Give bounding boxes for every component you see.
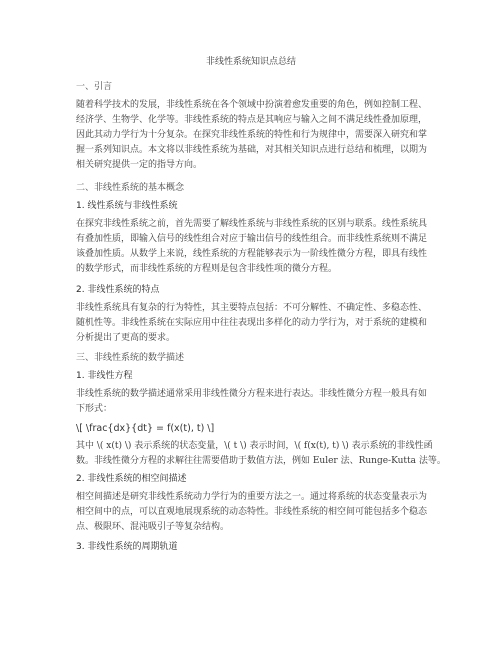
formula-explanation-paragraph	[76, 439, 446, 469]
subheading-phase-space: 2. 非线性系统的相空间描述	[76, 474, 187, 484]
paragraph-line: 相空间中的点，可以直观地展现系统的动态特性。非线性系统的相空间可能包括多个稳态	[76, 507, 428, 517]
paragraph-line: 下形式：	[76, 404, 113, 414]
paragraph-line: 握一系列知识点。本文将以非线性系统为基础，对其相关知识点进行总结和梳理，以期为	[76, 145, 428, 155]
paragraph-line: 有叠加性质，即输入信号的线性组合对应于输出信号的线性组合。而非线性系统则不满足	[76, 234, 428, 244]
paragraph-line: 的数学形式，而非线性系统的方程则是包含非线性项的微分方程。	[76, 264, 338, 274]
linear-vs-nonlinear-paragraph	[76, 217, 432, 277]
paragraph-line: 其中 \( x(t) \) 表示系统的状态变量，\( t \) 表示时间，\( f(x(t), t) \) 表示系统的非线性函	[76, 441, 433, 451]
intro-paragraph	[76, 98, 432, 173]
paragraph-line: 相空间描述是研究非线性系统动力学行为的重要方法之一。通过将系统的状态变量表示为	[76, 492, 428, 502]
subheading-linear-vs-nonlinear: 1. 线性系统与非线性系统	[76, 201, 178, 211]
nonlinear-equations-paragraph	[76, 387, 432, 417]
paragraph-line: 非线性系统的数学描述通常采用非线性微分方程来进行表达。非线性微分方程一般具有如	[76, 389, 428, 399]
paragraph-line: 点、极限环、混沌吸引子等复杂结构。	[76, 522, 230, 532]
paragraph-line: 经济学、生物学、化学等。非线性系统的特点是其响应与输入之间不满足线性叠加原理，	[76, 115, 428, 125]
formula: \[ \frac{dx}{dt} = f(x(t), t) \]	[76, 423, 215, 434]
subheading-nonlinear-equations: 1. 非线性方程	[76, 371, 133, 381]
document-title: 非线性系统知识点总结	[205, 57, 296, 67]
section-heading-intro: 一、引言	[76, 82, 113, 92]
paragraph-line: 相关研究提供一定的指导方向。	[76, 160, 203, 170]
paragraph-line: 数。非线性微分方程的求解往往需要借助于数值方法，例如 Euler 法、Runge-Kutta 法等。	[76, 456, 446, 466]
features-paragraph	[76, 301, 432, 346]
paragraph-line: 非线性系统具有复杂的行为特性，其主要特点包括：不可分解性、不确定性、多稳态性、	[76, 303, 428, 313]
paragraph-line: 因此其动力学行为十分复杂。在探究非线性系统的特性和行为规律中，需要深入研究和掌	[76, 130, 428, 140]
phase-space-paragraph	[76, 490, 432, 535]
paragraph-line: 在探究非线性系统之前，首先需要了解线性系统与非线性系统的区别与联系。线性系统具	[76, 219, 428, 229]
section-heading-math-description: 三、非线性系统的数学描述	[76, 353, 185, 363]
subheading-periodic-orbits: 3. 非线性系统的周期轨道	[76, 542, 178, 552]
section-heading-basic-concepts: 二、非线性系统的基本概念	[76, 183, 185, 193]
subheading-features: 2. 非线性系统的特点	[76, 285, 160, 295]
paragraph-line: 分析提出了更高的要求。	[76, 333, 176, 343]
paragraph-line: 该叠加性质。从数学上来说，线性系统的方程能够表示为一阶线性微分方程，即具有线性	[76, 249, 428, 259]
paragraph-line: 随机性等。非线性系统在实际应用中往往表现出多样化的动力学行为，对于系统的建模和	[76, 318, 428, 328]
paragraph-line: 随着科学技术的发展，非线性系统在各个领域中扮演着愈发重要的角色，例如控制工程、	[76, 100, 428, 110]
